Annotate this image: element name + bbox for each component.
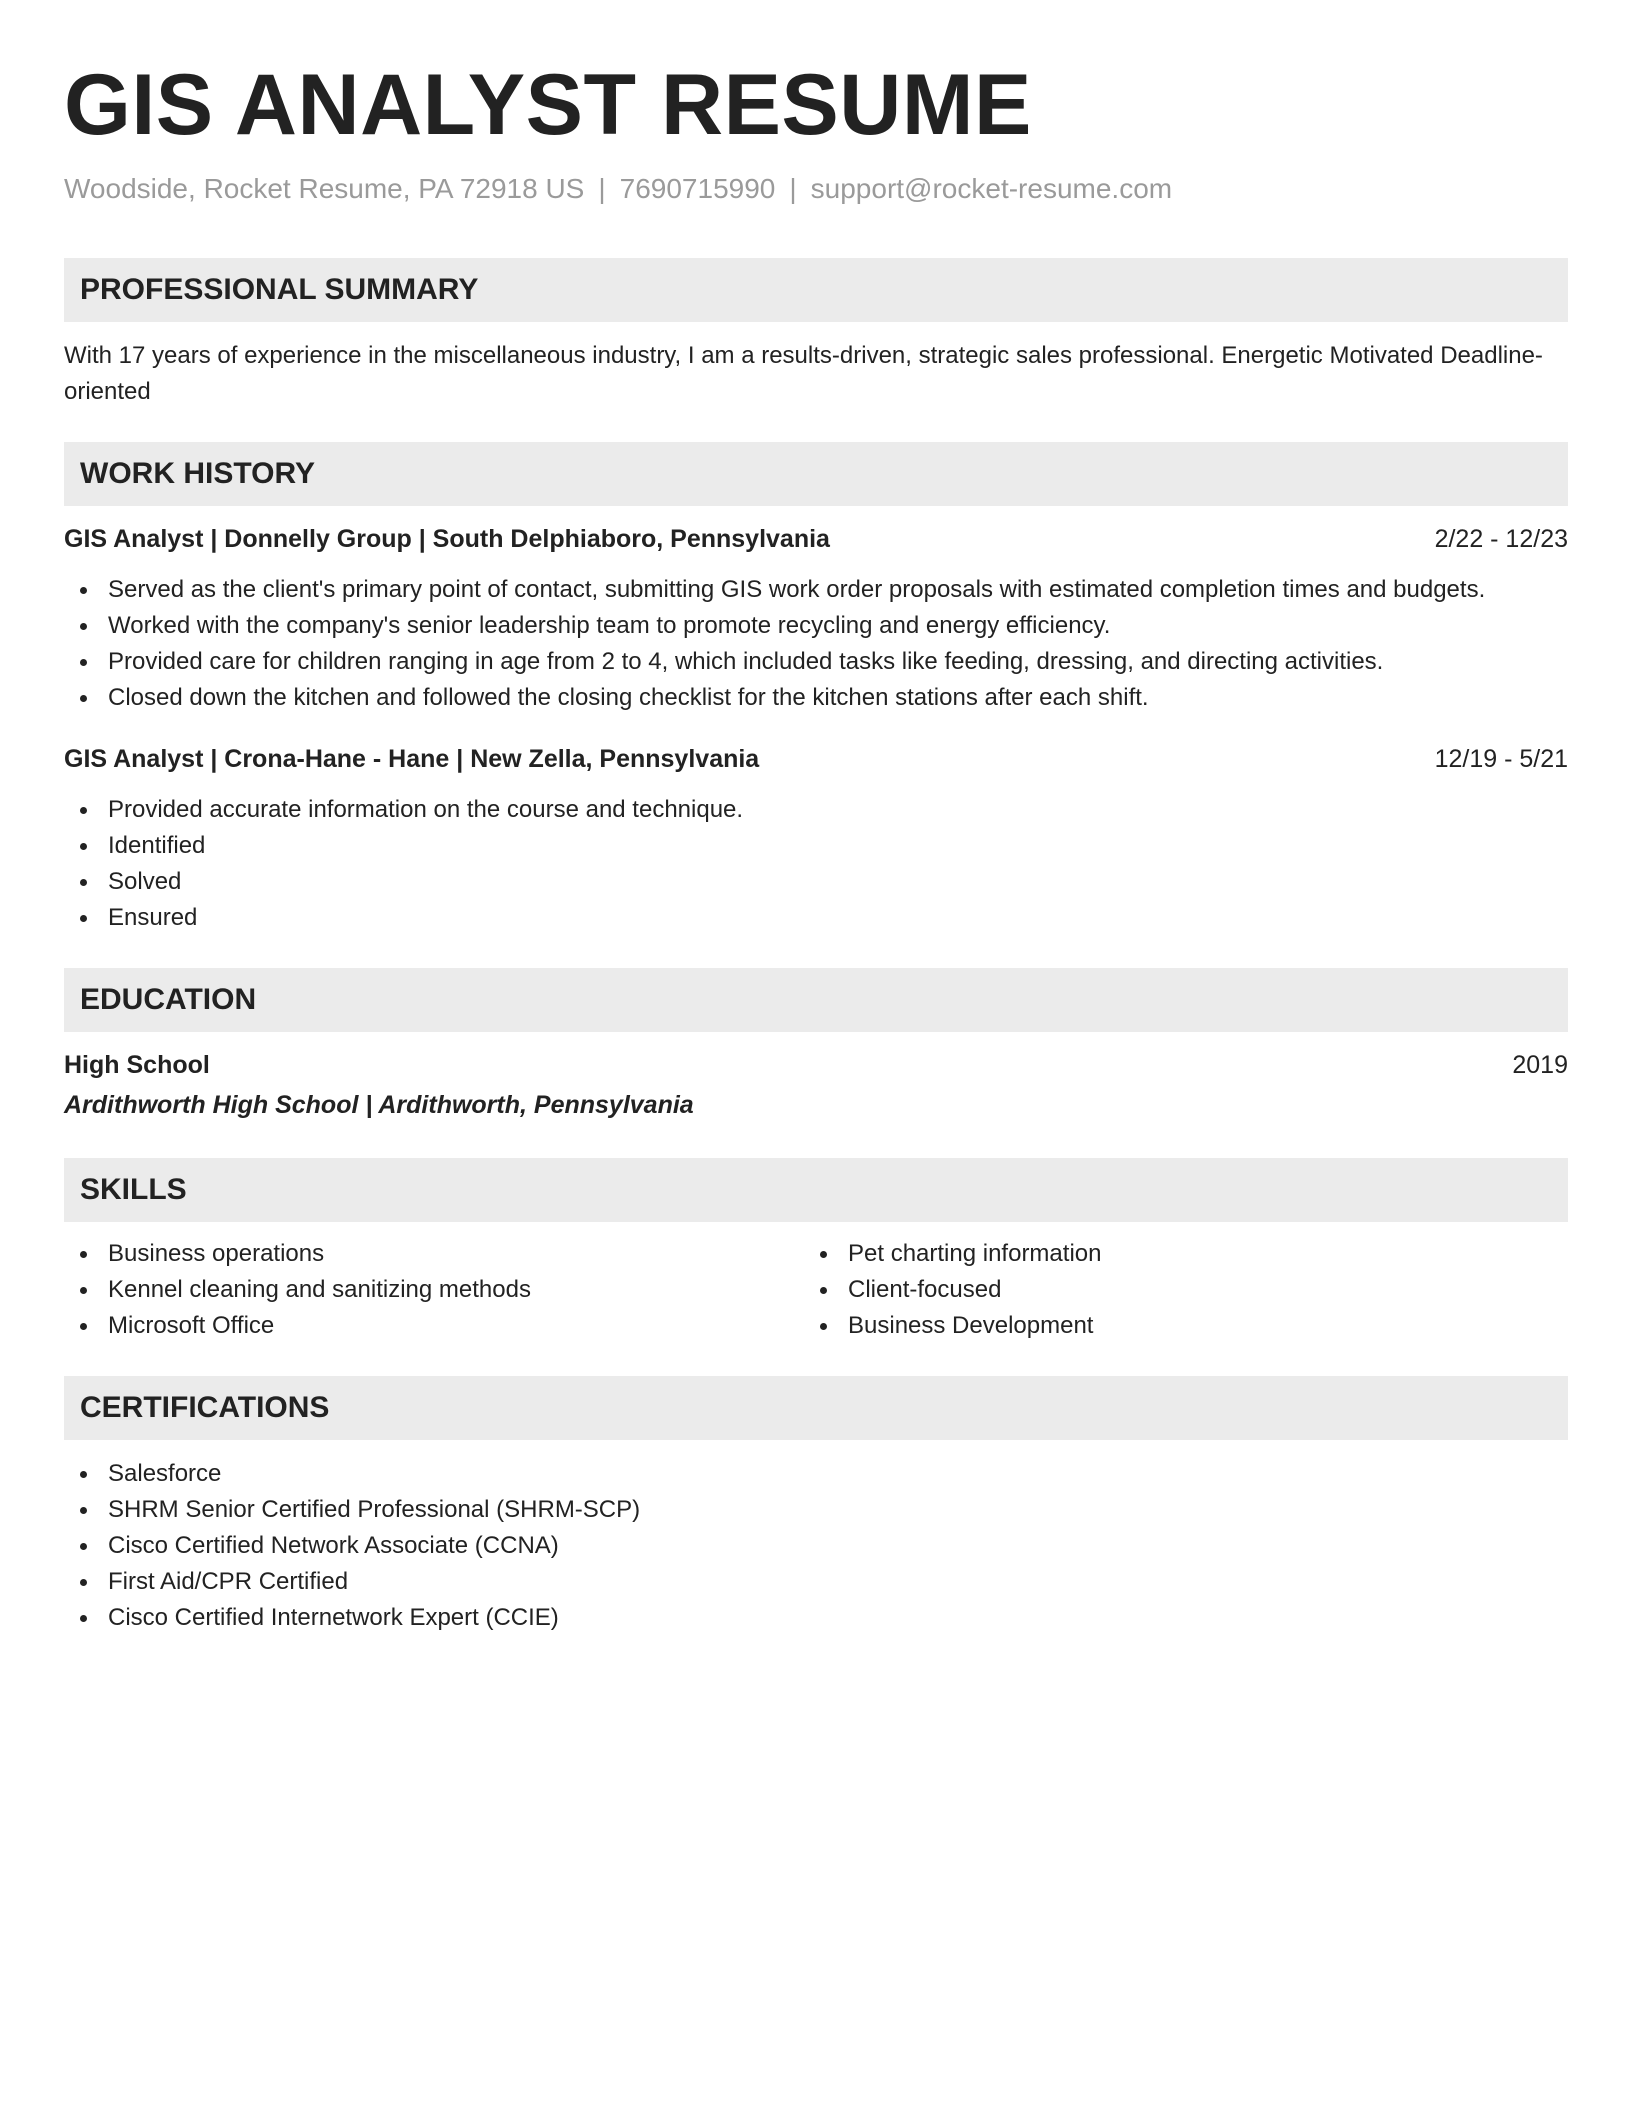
skill-item: Business operations bbox=[64, 1236, 804, 1272]
section-heading-education: EDUCATION bbox=[64, 968, 1568, 1032]
certification-list bbox=[64, 1456, 1568, 1636]
contact-line bbox=[64, 172, 1568, 206]
skill-item: Microsoft Office bbox=[64, 1308, 804, 1344]
contact-phone: 7690715990 bbox=[619, 173, 776, 204]
education-degree: High School bbox=[64, 1051, 210, 1079]
job-bullet-list bbox=[64, 792, 1568, 936]
certification-item: Cisco Certified Network Associate (CCNA) bbox=[64, 1528, 1568, 1564]
job-dates: 2/22 - 12/23 bbox=[1434, 525, 1568, 553]
contact-address: Woodside, Rocket Resume, PA 72918 US bbox=[64, 173, 585, 204]
job-bullet: Provided care for children ranging in age from 2 to 4, which included tasks like feeding, dressing, and directing activities. bbox=[64, 644, 1568, 680]
skill-item: Kennel cleaning and sanitizing methods bbox=[64, 1272, 804, 1308]
contact-email: support@rocket-resume.com bbox=[810, 173, 1173, 204]
skills-list-right bbox=[804, 1236, 1544, 1344]
job-dates: 12/19 - 5/21 bbox=[1434, 745, 1568, 773]
job-bullet: Identified bbox=[64, 828, 1568, 864]
section-heading-summary: PROFESSIONAL SUMMARY bbox=[64, 258, 1568, 322]
job-bullet: Solved bbox=[64, 864, 1568, 900]
job-header bbox=[64, 742, 1568, 776]
education-school: Ardithworth High School | Ardithworth, Pennsylvania bbox=[64, 1091, 694, 1119]
job-title: GIS Analyst | Crona-Hane - Hane | New Zella, Pennsylvania bbox=[64, 745, 760, 773]
job-bullet: Provided accurate information on the course and technique. bbox=[64, 792, 1568, 828]
skills-columns bbox=[64, 1236, 1568, 1344]
job-title: GIS Analyst | Donnelly Group | South Delphiaboro, Pennsylvania bbox=[64, 525, 830, 553]
section-heading-work-history: WORK HISTORY bbox=[64, 442, 1568, 506]
job-bullet: Ensured bbox=[64, 900, 1568, 936]
certification-item: First Aid/CPR Certified bbox=[64, 1564, 1568, 1600]
certification-item: Cisco Certified Internetwork Expert (CCIE) bbox=[64, 1600, 1568, 1636]
education-year: 2019 bbox=[1512, 1051, 1568, 1079]
job-bullet-list bbox=[64, 572, 1568, 716]
job-bullet: Closed down the kitchen and followed the closing checklist for the kitchen stations after each shift. bbox=[64, 680, 1568, 716]
summary-text: With 17 years of experience in the miscellaneous industry, I am a results-driven, strategic sales professional. Energetic Motivated Deadline-oriented bbox=[64, 342, 1543, 405]
skill-item: Client-focused bbox=[804, 1272, 1544, 1308]
certification-item: SHRM Senior Certified Professional (SHRM-SCP) bbox=[64, 1492, 1568, 1528]
skill-item: Pet charting information bbox=[804, 1236, 1544, 1272]
job-bullet: Worked with the company's senior leadership team to promote recycling and energy efficiency. bbox=[64, 608, 1568, 644]
skills-list-left bbox=[64, 1236, 804, 1344]
contact-separator: | bbox=[598, 173, 606, 204]
skill-item: Business Development bbox=[804, 1308, 1544, 1344]
section-heading-skills: SKILLS bbox=[64, 1158, 1568, 1222]
resume-title: GIS ANALYST RESUME bbox=[64, 57, 1032, 153]
job-bullet: Served as the client's primary point of contact, submitting GIS work order proposals with estimated completion times and budgets. bbox=[64, 572, 1568, 608]
education-header bbox=[64, 1048, 1568, 1082]
job-header bbox=[64, 522, 1568, 556]
certification-item: Salesforce bbox=[64, 1456, 1568, 1492]
contact-separator: | bbox=[789, 173, 797, 204]
section-heading-certifications: CERTIFICATIONS bbox=[64, 1376, 1568, 1440]
